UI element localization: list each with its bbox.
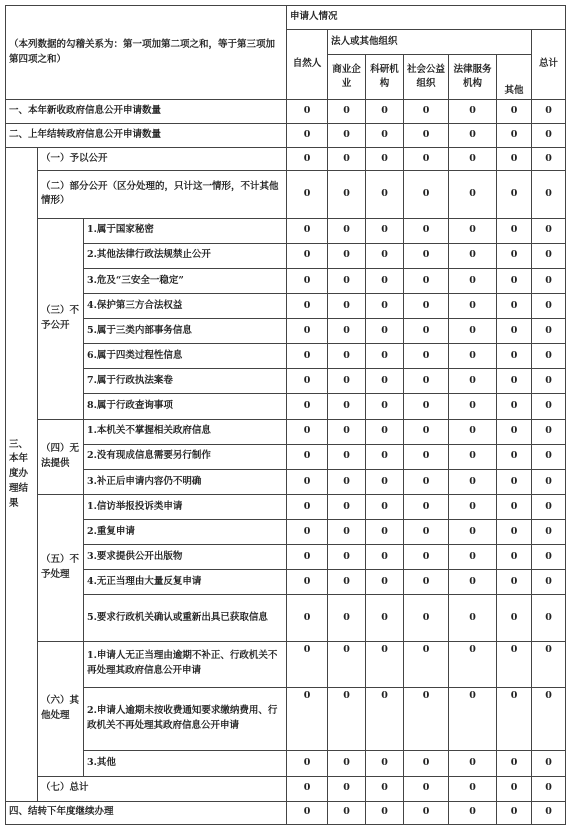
value-cell: 0 — [449, 268, 497, 293]
value-cell: 0 — [287, 776, 328, 801]
value-cell: 0 — [404, 319, 449, 344]
value-cell: 0 — [497, 469, 532, 494]
value-cell: 0 — [449, 344, 497, 369]
row-label: 二、上年结转政府信息公开申请数量 — [6, 124, 287, 148]
row-label: 5.要求行政机关确认或重新出具已获取信息 — [84, 595, 287, 641]
value-cell: 0 — [366, 218, 404, 243]
value-cell: 0 — [449, 494, 497, 519]
value-cell: 0 — [404, 268, 449, 293]
value-cell: 0 — [532, 100, 566, 124]
group-6-label: （六）其他处理 — [38, 641, 84, 776]
value-cell: 0 — [366, 293, 404, 318]
value-cell: 0 — [532, 776, 566, 801]
value-cell: 0 — [404, 687, 449, 751]
value-cell: 0 — [366, 494, 404, 519]
table-row — [6, 570, 566, 595]
value-cell: 0 — [497, 369, 532, 394]
value-cell: 0 — [287, 394, 328, 419]
value-cell: 0 — [404, 100, 449, 124]
value-cell: 0 — [449, 171, 497, 218]
table-row — [6, 394, 566, 419]
value-cell: 0 — [287, 419, 328, 444]
value-cell: 0 — [328, 394, 366, 419]
value-cell: 0 — [449, 469, 497, 494]
value-cell: 0 — [449, 801, 497, 824]
value-cell: 0 — [497, 124, 532, 148]
value-cell: 0 — [328, 494, 366, 519]
value-cell: 0 — [497, 319, 532, 344]
value-cell: 0 — [328, 344, 366, 369]
value-cell: 0 — [497, 687, 532, 751]
value-cell: 0 — [532, 268, 566, 293]
value-cell: 0 — [404, 801, 449, 824]
value-cell: 0 — [532, 801, 566, 824]
value-cell: 0 — [287, 293, 328, 318]
value-cell: 0 — [287, 801, 328, 824]
table-row — [6, 369, 566, 394]
value-cell: 0 — [366, 419, 404, 444]
value-cell: 0 — [449, 751, 497, 776]
value-cell: 0 — [328, 751, 366, 776]
value-cell: 0 — [287, 268, 328, 293]
row-label: 5.属于三类内部事务信息 — [84, 319, 287, 344]
value-cell: 0 — [287, 243, 328, 268]
row-label: 2.申请人逾期未按收费通知要求缴纳费用、行政机关不再处理其政府信息公开申请 — [84, 687, 287, 751]
value-cell: 0 — [404, 444, 449, 469]
value-cell: 0 — [449, 687, 497, 751]
table-row — [6, 218, 566, 243]
header-law: 法律服务机构 — [449, 55, 497, 100]
table-row — [6, 243, 566, 268]
value-cell: 0 — [404, 148, 449, 171]
value-cell: 0 — [404, 641, 449, 687]
row-label: 3.危及“三安全一稳定” — [84, 268, 287, 293]
row-label: 四、结转下年度继续办理 — [6, 801, 287, 824]
statistics-table — [5, 5, 566, 825]
value-cell: 0 — [287, 545, 328, 570]
value-cell: 0 — [497, 641, 532, 687]
table-row — [6, 268, 566, 293]
row-label: 1.信访举报投诉类申请 — [84, 494, 287, 519]
row-label: （一）予以公开 — [38, 148, 287, 171]
value-cell: 0 — [449, 218, 497, 243]
value-cell: 0 — [287, 570, 328, 595]
value-cell: 0 — [366, 520, 404, 545]
value-cell: 0 — [497, 776, 532, 801]
value-cell: 0 — [328, 595, 366, 641]
value-cell: 0 — [366, 394, 404, 419]
value-cell: 0 — [404, 344, 449, 369]
table-row — [6, 776, 566, 801]
value-cell: 0 — [366, 687, 404, 751]
row-label: （二）部分公开（区分处理的，只计这一情形，不计其他情形） — [38, 171, 287, 218]
header-note: （本列数据的勾稽关系为：第一项加第二项之和，等于第三项加第四项之和） — [6, 6, 287, 100]
value-cell: 0 — [532, 469, 566, 494]
row-label: 3.补正后申请内容仍不明确 — [84, 469, 287, 494]
value-cell: 0 — [532, 344, 566, 369]
row-label: 2.没有现成信息需要另行制作 — [84, 444, 287, 469]
value-cell: 0 — [328, 218, 366, 243]
value-cell: 0 — [497, 494, 532, 519]
value-cell: 0 — [366, 545, 404, 570]
value-cell: 0 — [404, 520, 449, 545]
table-row — [6, 687, 566, 751]
value-cell: 0 — [497, 751, 532, 776]
value-cell: 0 — [328, 801, 366, 824]
value-cell: 0 — [532, 419, 566, 444]
value-cell: 0 — [449, 243, 497, 268]
value-cell: 0 — [532, 444, 566, 469]
value-cell: 0 — [287, 171, 328, 218]
section-3-label: 三、本年度办理结果 — [6, 148, 38, 801]
row-label: 8.属于行政查询事项 — [84, 394, 287, 419]
table-row — [6, 124, 566, 148]
table-row — [6, 469, 566, 494]
table-row — [6, 595, 566, 641]
value-cell: 0 — [449, 570, 497, 595]
value-cell: 0 — [287, 687, 328, 751]
value-cell: 0 — [497, 394, 532, 419]
value-cell: 0 — [497, 419, 532, 444]
value-cell: 0 — [532, 319, 566, 344]
value-cell: 0 — [328, 124, 366, 148]
value-cell: 0 — [366, 751, 404, 776]
value-cell: 0 — [449, 369, 497, 394]
value-cell: 0 — [404, 218, 449, 243]
value-cell: 0 — [366, 469, 404, 494]
value-cell: 0 — [497, 218, 532, 243]
table-row — [6, 419, 566, 444]
value-cell: 0 — [404, 124, 449, 148]
table-row — [6, 801, 566, 824]
value-cell: 0 — [287, 319, 328, 344]
value-cell: 0 — [532, 494, 566, 519]
value-cell: 0 — [532, 243, 566, 268]
value-cell: 0 — [287, 641, 328, 687]
value-cell: 0 — [366, 570, 404, 595]
value-cell: 0 — [532, 369, 566, 394]
row-label: 一、本年新收政府信息公开申请数量 — [6, 100, 287, 124]
value-cell: 0 — [366, 776, 404, 801]
row-label: 3.要求提供公开出版物 — [84, 545, 287, 570]
value-cell: 0 — [532, 641, 566, 687]
value-cell: 0 — [497, 171, 532, 218]
value-cell: 0 — [532, 148, 566, 171]
header-total: 总计 — [532, 30, 566, 100]
value-cell: 0 — [287, 124, 328, 148]
value-cell: 0 — [328, 776, 366, 801]
table-row — [6, 545, 566, 570]
value-cell: 0 — [497, 293, 532, 318]
value-cell: 0 — [328, 243, 366, 268]
value-cell: 0 — [497, 444, 532, 469]
value-cell: 0 — [366, 344, 404, 369]
row-label: 1.属于国家秘密 — [84, 218, 287, 243]
table-row — [6, 520, 566, 545]
value-cell: 0 — [404, 545, 449, 570]
value-cell: 0 — [404, 243, 449, 268]
group-4-label: （四）无法提供 — [38, 419, 84, 494]
value-cell: 0 — [532, 293, 566, 318]
table-row — [6, 319, 566, 344]
value-cell: 0 — [404, 595, 449, 641]
value-cell: 0 — [287, 494, 328, 519]
value-cell: 0 — [532, 751, 566, 776]
value-cell: 0 — [328, 444, 366, 469]
row-label: 7.属于行政执法案卷 — [84, 369, 287, 394]
row-label: 4.无正当理由大量反复申请 — [84, 570, 287, 595]
header-commercial: 商业企业 — [328, 55, 366, 100]
value-cell: 0 — [532, 570, 566, 595]
value-cell: 0 — [404, 494, 449, 519]
header-natural-person: 自然人 — [287, 30, 328, 100]
value-cell: 0 — [497, 801, 532, 824]
value-cell: 0 — [366, 801, 404, 824]
row-label: （七）总计 — [38, 776, 287, 801]
value-cell: 0 — [404, 776, 449, 801]
value-cell: 0 — [532, 520, 566, 545]
value-cell: 0 — [404, 293, 449, 318]
value-cell: 0 — [497, 344, 532, 369]
value-cell: 0 — [497, 148, 532, 171]
value-cell: 0 — [287, 344, 328, 369]
row-label: 1.申请人无正当理由逾期不补正、行政机关不再处理其政府信息公开申请 — [84, 641, 287, 687]
value-cell: 0 — [287, 218, 328, 243]
value-cell: 0 — [328, 641, 366, 687]
header-legal-person: 法人或其他组织 — [328, 30, 532, 55]
table-row — [6, 171, 566, 218]
value-cell: 0 — [366, 595, 404, 641]
value-cell: 0 — [328, 545, 366, 570]
row-label: 3.其他 — [84, 751, 287, 776]
value-cell: 0 — [287, 751, 328, 776]
value-cell: 0 — [366, 369, 404, 394]
value-cell: 0 — [328, 319, 366, 344]
value-cell: 0 — [449, 444, 497, 469]
value-cell: 0 — [404, 171, 449, 218]
value-cell: 0 — [328, 293, 366, 318]
value-cell: 0 — [497, 243, 532, 268]
value-cell: 0 — [328, 419, 366, 444]
row-label: 1.本机关不掌握相关政府信息 — [84, 419, 287, 444]
row-label: 6.属于四类过程性信息 — [84, 344, 287, 369]
value-cell: 0 — [497, 100, 532, 124]
row-label: 2.其他法律行政法规禁止公开 — [84, 243, 287, 268]
value-cell: 0 — [287, 520, 328, 545]
value-cell: 0 — [366, 444, 404, 469]
value-cell: 0 — [366, 124, 404, 148]
value-cell: 0 — [449, 293, 497, 318]
value-cell: 0 — [449, 419, 497, 444]
value-cell: 0 — [404, 394, 449, 419]
value-cell: 0 — [404, 469, 449, 494]
table-row — [6, 641, 566, 687]
value-cell: 0 — [366, 148, 404, 171]
value-cell: 0 — [366, 171, 404, 218]
value-cell: 0 — [497, 570, 532, 595]
value-cell: 0 — [532, 394, 566, 419]
value-cell: 0 — [366, 319, 404, 344]
value-cell: 0 — [366, 100, 404, 124]
value-cell: 0 — [328, 687, 366, 751]
value-cell: 0 — [449, 124, 497, 148]
value-cell: 0 — [287, 469, 328, 494]
header-applicant: 申请人情况 — [287, 6, 566, 30]
value-cell: 0 — [366, 268, 404, 293]
value-cell: 0 — [449, 100, 497, 124]
value-cell: 0 — [449, 595, 497, 641]
value-cell: 0 — [497, 268, 532, 293]
header-other: 其他 — [497, 55, 532, 100]
value-cell: 0 — [287, 369, 328, 394]
value-cell: 0 — [328, 171, 366, 218]
value-cell: 0 — [328, 570, 366, 595]
value-cell: 0 — [287, 444, 328, 469]
header-row-1 — [6, 6, 566, 30]
value-cell: 0 — [366, 243, 404, 268]
table-row — [6, 751, 566, 776]
value-cell: 0 — [449, 319, 497, 344]
value-cell: 0 — [532, 687, 566, 751]
value-cell: 0 — [404, 419, 449, 444]
value-cell: 0 — [449, 520, 497, 545]
value-cell: 0 — [287, 148, 328, 171]
table-row — [6, 444, 566, 469]
row-label: 4.保护第三方合法权益 — [84, 293, 287, 318]
value-cell: 0 — [404, 751, 449, 776]
value-cell: 0 — [532, 124, 566, 148]
value-cell: 0 — [328, 469, 366, 494]
table-row — [6, 494, 566, 519]
value-cell: 0 — [449, 776, 497, 801]
value-cell: 0 — [449, 641, 497, 687]
group-5-label: （五）不予处理 — [38, 494, 84, 641]
value-cell: 0 — [532, 218, 566, 243]
value-cell: 0 — [449, 148, 497, 171]
header-social: 社会公益组织 — [404, 55, 449, 100]
table-row — [6, 148, 566, 171]
value-cell: 0 — [497, 520, 532, 545]
table-row — [6, 344, 566, 369]
group-3-label: （三）不予公开 — [38, 218, 84, 419]
value-cell: 0 — [328, 100, 366, 124]
value-cell: 0 — [287, 595, 328, 641]
value-cell: 0 — [532, 595, 566, 641]
table-row — [6, 100, 566, 124]
value-cell: 0 — [328, 369, 366, 394]
row-label: 2.重复申请 — [84, 520, 287, 545]
value-cell: 0 — [287, 100, 328, 124]
header-research: 科研机构 — [366, 55, 404, 100]
value-cell: 0 — [449, 545, 497, 570]
value-cell: 0 — [497, 595, 532, 641]
value-cell: 0 — [366, 641, 404, 687]
table-row — [6, 293, 566, 318]
value-cell: 0 — [404, 570, 449, 595]
value-cell: 0 — [532, 171, 566, 218]
value-cell: 0 — [497, 545, 532, 570]
value-cell: 0 — [404, 369, 449, 394]
value-cell: 0 — [328, 148, 366, 171]
value-cell: 0 — [532, 545, 566, 570]
value-cell: 0 — [449, 394, 497, 419]
value-cell: 0 — [328, 268, 366, 293]
value-cell: 0 — [328, 520, 366, 545]
